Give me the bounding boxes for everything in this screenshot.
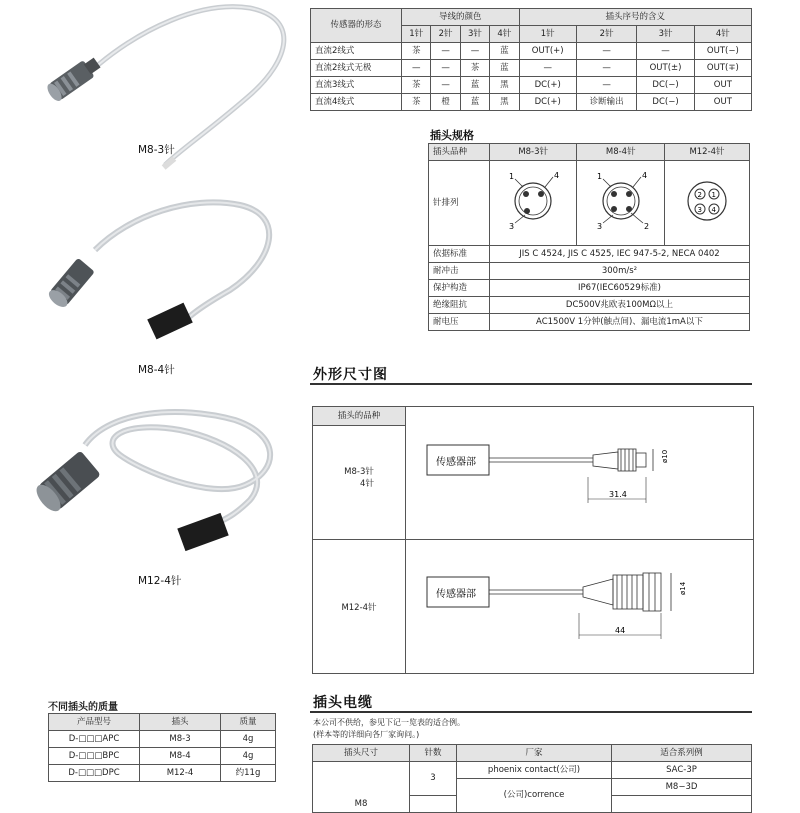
cell: SAC-3P: [612, 762, 752, 779]
cell: OUT(∓): [694, 60, 751, 77]
cell: —: [576, 77, 637, 94]
pin-header: 1针: [402, 26, 431, 43]
pin-header: 3针: [637, 26, 694, 43]
pin-header: 3针: [460, 26, 489, 43]
pin-number: 1: [711, 191, 716, 199]
pin-header: 4针: [490, 26, 519, 43]
table-row: [429, 263, 750, 280]
table-row: [313, 762, 752, 779]
cable-table: [312, 744, 752, 813]
cell: —: [460, 43, 489, 60]
pin-number: 1: [509, 172, 515, 181]
pin-number: 3: [697, 206, 702, 214]
table-row: [49, 765, 276, 782]
caption-m8-4: M8-4针: [138, 364, 175, 376]
pin-header: 2针: [576, 26, 637, 43]
cell: DC500V兆欧表100MΩ以上: [489, 297, 749, 314]
m8-4-pin-diagram: [577, 161, 665, 246]
product-illustrations: [0, 0, 300, 600]
plug-type-header: 插头品种: [429, 144, 490, 161]
m12-4-cable-image: [32, 412, 270, 551]
m12-diameter: ø14: [679, 581, 687, 595]
cell: M12-4: [140, 765, 221, 782]
cell: M8−3D: [612, 779, 752, 796]
pins-header: 针数: [410, 745, 457, 762]
cell: 蓝: [460, 77, 489, 94]
cell: 4g: [221, 731, 276, 748]
m8-length: 31.4: [609, 490, 627, 499]
m12-4-header: M12-4针: [665, 144, 750, 161]
cell: 3: [410, 762, 457, 796]
cell: —: [576, 60, 637, 77]
cell: OUT(+): [519, 43, 576, 60]
col-form-header: 传感器的形态: [311, 9, 402, 43]
pin-number: 4: [554, 171, 560, 180]
m8-4-cable-image: [46, 202, 269, 339]
table-row: [311, 77, 752, 94]
wire-color-table: [310, 8, 752, 111]
m12-length: 44: [615, 626, 626, 635]
pin-number: 3: [509, 222, 515, 231]
cell: M8-4: [140, 748, 221, 765]
m8-4-label: 4针: [360, 479, 374, 489]
cell: IP67(IEC60529标准): [489, 280, 749, 297]
cell: (公司)corrence: [457, 779, 612, 813]
pin-number: 1: [596, 172, 602, 181]
cell: —: [431, 43, 460, 60]
m12-row-label: M12-4针: [341, 603, 377, 613]
plug-spec-table: [428, 143, 750, 331]
cell: AC1500V 1分钟(触点间)、漏电流1mA以下: [489, 314, 749, 331]
cell: JIS C 4524, JIS C 4525, IEC 947-5-2, NECA 0402: [489, 246, 749, 263]
table-row: [429, 314, 750, 331]
cell: [410, 796, 457, 813]
m8-diameter: ø10: [661, 449, 669, 463]
table-row: [429, 246, 750, 263]
cell: 4g: [221, 748, 276, 765]
cell: 黑: [490, 77, 519, 94]
cell: —: [431, 77, 460, 94]
m12-dimension-drawing: [413, 557, 733, 667]
column-divider: [405, 407, 406, 673]
cell: OUT: [694, 94, 751, 111]
row-label: 直流3线式: [311, 77, 402, 94]
cell: 诊断输出: [576, 94, 637, 111]
m12-4-pin-diagram: [665, 161, 750, 246]
cell: M8-3: [140, 731, 221, 748]
row-label: 耐冲击: [429, 263, 490, 280]
table-row: [311, 94, 752, 111]
cell: OUT(−): [694, 43, 751, 60]
pin-number: 2: [697, 191, 702, 199]
table-row: [429, 297, 750, 314]
caption-m8-3: M8-3针: [138, 144, 175, 156]
model-header: 产品型号: [49, 714, 140, 731]
cell: M8: [313, 762, 410, 813]
section-divider: [310, 711, 752, 713]
mass-title: 不同插头的质量: [48, 702, 118, 713]
mass-table: [48, 713, 276, 782]
cell: —: [637, 43, 694, 60]
cell: 橙: [431, 94, 460, 111]
cell: DC(+): [519, 94, 576, 111]
cell: 蓝: [490, 60, 519, 77]
pin-row-label: 针排列: [429, 161, 490, 246]
pin-number: 4: [711, 206, 716, 214]
maker-header: 厂家: [457, 745, 612, 762]
row-label: 绝缘阻抗: [429, 297, 490, 314]
cell: [612, 796, 752, 813]
cell: —: [519, 60, 576, 77]
pin-header: 1针: [519, 26, 576, 43]
row-divider: [313, 539, 753, 540]
mass-header: 质量: [221, 714, 276, 731]
cable-note-1: 本公司不供给，参见下记一览表的适合例。: [313, 718, 465, 727]
cell: D-□□□APC: [49, 731, 140, 748]
cell: 茶: [402, 94, 431, 111]
meaning-group-header: 插头序号的含义: [519, 9, 751, 26]
pin-number: 3: [596, 222, 602, 231]
cell: 茶: [460, 60, 489, 77]
pin-number: 4: [641, 171, 647, 180]
cell: 黑: [490, 94, 519, 111]
row-label: 直流2线式: [311, 43, 402, 60]
cell: —: [402, 60, 431, 77]
cell: DC(−): [637, 77, 694, 94]
cell: DC(−): [637, 94, 694, 111]
section-divider: [310, 383, 752, 385]
cell: 300m/s²: [489, 263, 749, 280]
table-row: [429, 280, 750, 297]
table-row: [49, 731, 276, 748]
cell: 约11g: [221, 765, 276, 782]
row-label: 耐电压: [429, 314, 490, 331]
cable-note-2: (样本等的详细向各厂家询问。): [313, 730, 420, 739]
m8-4-header: M8-4针: [577, 144, 665, 161]
cell: —: [431, 60, 460, 77]
m8-row-label: [313, 465, 405, 489]
table-row: [311, 60, 752, 77]
color-group-header: 导线的颜色: [402, 9, 520, 26]
cell: OUT(±): [637, 60, 694, 77]
row-label: 直流4线式: [311, 94, 402, 111]
series-header: 适合系列例: [612, 745, 752, 762]
caption-m12-4: M12-4针: [138, 575, 182, 587]
dimensions-box: [312, 406, 754, 674]
cell: —: [576, 43, 637, 60]
cell: 茶: [402, 43, 431, 60]
cell: 蓝: [460, 94, 489, 111]
pin-number: 2: [643, 222, 649, 231]
cell: 茶: [402, 77, 431, 94]
pin-header: 2针: [431, 26, 460, 43]
m8-dimension-drawing: [413, 427, 713, 527]
row-label: 依据标准: [429, 246, 490, 263]
m8-3-header: M8-3针: [489, 144, 577, 161]
table-row: [49, 748, 276, 765]
cell: 蓝: [490, 43, 519, 60]
dimensions-title: 外形尺寸图: [313, 367, 388, 383]
cable-title: 插头电缆: [313, 695, 373, 711]
m8-3-label: M8-3针: [344, 467, 374, 477]
pin-header: 4针: [694, 26, 751, 43]
cell: OUT: [694, 77, 751, 94]
cell: DC(+): [519, 77, 576, 94]
plug-type-header: 插头的品种: [313, 407, 406, 426]
m8-3-pin-diagram: [489, 161, 577, 246]
sensor-label: 传感器部: [436, 457, 476, 468]
size-header: 插头尺寸: [313, 745, 410, 762]
sensor-label: 传感器部: [436, 589, 476, 600]
cell: D-□□□BPC: [49, 748, 140, 765]
cell: phoenix contact(公司): [457, 762, 612, 779]
row-label: 直流2线式无极: [311, 60, 402, 77]
plug-spec-title: 插头规格: [430, 129, 474, 142]
plug-header: 插头: [140, 714, 221, 731]
table-row: [311, 43, 752, 60]
row-label: 保护构造: [429, 280, 490, 297]
cell: D-□□□DPC: [49, 765, 140, 782]
